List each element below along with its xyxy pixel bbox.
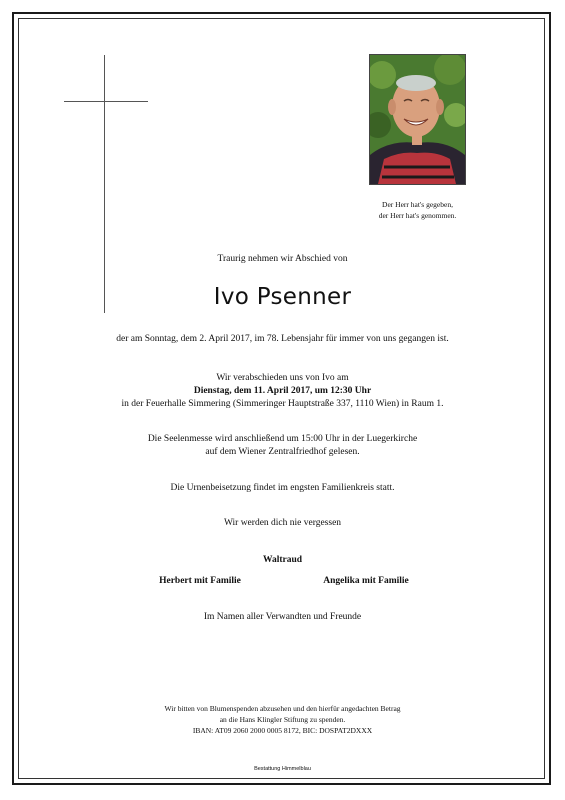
undertaker-name: Bestattung Himmelblau bbox=[254, 766, 311, 772]
mass-line-1: Die Seelenmesse wird anschließend um 15:00 Uhr in der Luegerkirche bbox=[147, 434, 418, 444]
farewell-intro: Wir verabschieden uns von Ivo am bbox=[216, 373, 349, 383]
deceased-name: Ivo Psenner bbox=[213, 284, 352, 310]
quote-line-2: der Herr hat's genommen. bbox=[378, 211, 457, 220]
mourner-right: Angelika mit Familie bbox=[323, 576, 409, 586]
mourner-primary: Waltraud bbox=[262, 555, 303, 565]
relatives-text: Im Namen aller Verwandten und Freunde bbox=[203, 612, 362, 622]
donation-line-2: an die Hans Klingler Stiftung zu spenden. bbox=[219, 715, 346, 724]
donation-bank-details: IBAN: AT09 2060 2000 0005 8172, BIC: DOSPAT2DXXX bbox=[192, 726, 373, 735]
cross-bar bbox=[64, 101, 148, 102]
portrait-photo bbox=[369, 54, 466, 185]
donation-line-1: Wir bitten von Blumenspenden abzusehen und den hierfür angedachten Betrag bbox=[164, 704, 401, 713]
farewell-location: in der Feuerhalle Simmering (Simmeringer Hauptstraße 337, 1110 Wien) in Raum 1. bbox=[121, 399, 444, 409]
intro-text: Traurig nehmen wir Abschied von bbox=[217, 254, 348, 264]
quote-line-1: Der Herr hat's gegeben, bbox=[382, 200, 453, 209]
urn-burial-text: Die Urnenbeisetzung findet im engsten Familienkreis statt. bbox=[170, 483, 395, 493]
death-announcement: der am Sonntag, dem 2. April 2017, im 78. Lebensjahr für immer von uns gegangen ist. bbox=[116, 334, 449, 344]
mass-line-2: auf dem Wiener Zentralfriedhof gelesen. bbox=[205, 447, 360, 457]
mourner-left: Herbert mit Familie bbox=[159, 576, 241, 586]
farewell-date: Dienstag, dem 11. April 2017, um 12:30 Uhr bbox=[193, 386, 372, 396]
remember-text: Wir werden dich nie vergessen bbox=[223, 518, 342, 528]
cross-icon bbox=[104, 55, 105, 313]
portrait-quote bbox=[340, 199, 495, 221]
